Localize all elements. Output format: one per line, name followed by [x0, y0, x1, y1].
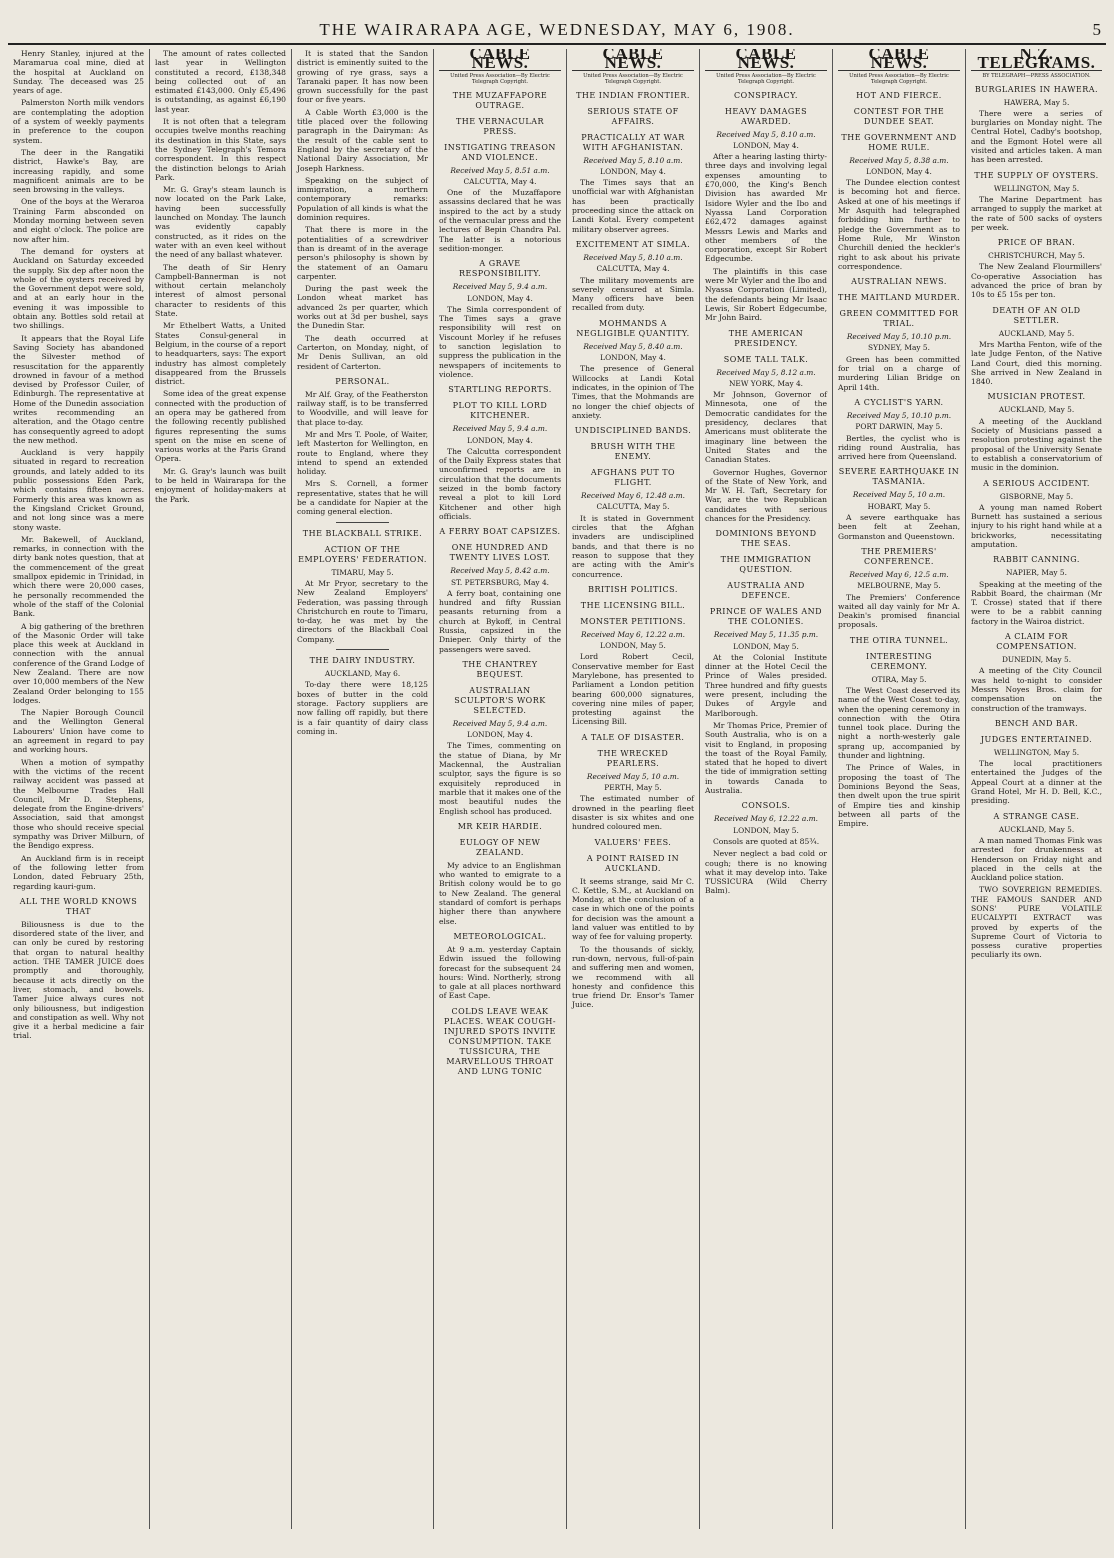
- received-line: Received May 5, 10 a.m.: [852, 490, 946, 500]
- section-heading: A STRANGE CASE.: [993, 811, 1080, 821]
- received-line: Received May 5, 8.10 a.m.: [716, 129, 816, 139]
- paragraph: Mr Ethelbert Watts, a United States Consul-general in Belgium, in the course of a report to headquarters, says: The export industry has almost completely disappeared from the Brussels district.: [155, 321, 286, 387]
- paragraph: My advice to an Englishman who wanted to emigrate to a British colony would be to go to New Zealand. The general standard of comfort is perhaps higher there than anywhere else.: [439, 860, 561, 926]
- section-subheading: THE GOVERNMENT AND HOME RULE.: [841, 132, 957, 152]
- received-line: Received May 5, 10.10 p.m.: [846, 332, 952, 342]
- masthead-title: THE WAIRARAPA AGE, WEDNESDAY, MAY 6, 1908.: [319, 20, 795, 39]
- paragraph: That there is more in the potentialities of a screwdriver than is dreamt of in the average person's philosophy is shown by the statement of an Oamaru carpenter.: [297, 225, 428, 281]
- section-heading: A CYCLIST'S YARN.: [854, 397, 944, 407]
- dateline: HAWERA, May 5.: [1003, 97, 1070, 107]
- dateline: LONDON, May 5.: [733, 825, 799, 835]
- newspaper-page: [8, 12, 1106, 1532]
- paragraph: Some idea of the great expense connected with the production of an opera may be gathered from the following recently published figures representing the sums spent on the mise en scene of various works at the Paris Grand Opera.: [155, 389, 286, 464]
- paragraph: A Cable Worth £3,000 is the title placed over the following paragraph in the Dairyman: As the result of the cable sent to England by the secretary of the National Dairy Association, Mr Joseph Harkness.: [297, 107, 428, 173]
- paragraph: A severe earthquake has been felt at Zeehan, Gormanston and Queenstown.: [838, 513, 960, 541]
- dateline: TIMARU, May 5.: [331, 567, 394, 577]
- dateline: CALCUTTA, May 4.: [463, 176, 537, 186]
- paragraph: The death occurred at Carterton, on Monday, night, of Mr Denis Sullivan, an old resident of Carterton.: [297, 333, 428, 371]
- paragraph: The Times, commenting on the statue of Diana, by Mr Mackennal, the Australian sculptor, says the figure is so exquisitely reproduced in marble that it makes one of the most beautiful nudes the English school has produced.: [439, 741, 561, 816]
- paragraph: To-day there were 18,125 boxes of butter in the cold storage. Factory suppliers are now falling off rapidly, but there is a fair quantity of dairy class coming in.: [297, 680, 428, 736]
- copyright-line: United Press Association—By Electric Telegraph Copyright.: [716, 72, 816, 85]
- section-heading: BRITISH POLITICS.: [588, 584, 678, 594]
- paragraph: The Marine Department has arranged to supply the market at the rate of 500 sacks of oysters per week.: [971, 194, 1102, 232]
- advert-text: Biliousness is due to the disordered state of the liver, and can only be cured by restoring that organ to natural healthy action. THE TAMER JUICE does promptly and thoroughly, because it acts directly on the liver, stomach, and bowels. Tamer Juice always cures not only biliousness, but indigestion and constipation as well. Why not give it a herbal medicine a fair trial.: [13, 919, 144, 1041]
- advert-text: TWO SOVEREIGN REMEDIES. THE FAMOUS SANDER AND SONS' PURE VOLATILE EUCALYPTI EXTRACT was proved by experts of the Supreme Court of Victoria to possess curative properties peculiarly its own.: [971, 885, 1102, 960]
- copyright-line: United Press Association—By Electric Telegraph Copyright.: [583, 72, 683, 85]
- paragraph: Palmerston North milk vendors are contemplating the adoption of a system of weekly payments in preference to the coupon system.: [13, 98, 144, 145]
- press-association-line: BY TELEGRAPH—PRESS ASSOCIATION.: [982, 72, 1091, 79]
- paragraph: Mr. G. Gray's launch was built to be held in Wairarapa for the enjoyment of holiday-makers at the Park.: [155, 466, 286, 504]
- dateline: NEW YORK, May 4.: [728, 378, 804, 388]
- paragraph: It seems strange, said Mr C. C. Kettle, S.M., at Auckland on Monday, at the conclusion of a case in which one of the points for decision was the amount a land valuer was entitled to by way of fee for valuing property.: [572, 876, 694, 942]
- dateline: WELLINGTON, May 5.: [993, 747, 1080, 757]
- section-subheading: GREEN COMMITTED FOR TRIAL.: [839, 309, 959, 329]
- paragraph: A man named Thomas Fink was arrested for drunkenness at Henderson on Friday night and placed in the cells at the Auckland police station.: [971, 835, 1102, 883]
- paragraph: Henry Stanley, injured at the Maramarua coal mine, died at the hospital at Auckland on Sunday. The deceased was 25 years of age.: [13, 49, 144, 96]
- paragraph: The Times says that an unofficial war with Afghanistan has been practically proceeding since the attack on Landi Kotal. Every competent military observer agrees.: [572, 178, 694, 234]
- dateline: MELBOURNE, May 5.: [857, 581, 941, 591]
- paragraph: Consols are quoted at 85¾.: [713, 836, 820, 846]
- nz-telegrams-header: N.Z. TELEGRAMS.: [971, 49, 1102, 71]
- paragraph: One of the boys at the Weraroa Training Farm absconded on Monday morning between seven and eight o'clock. The police are now after him.: [13, 197, 144, 244]
- column-cable-news-2: [567, 49, 700, 1529]
- section-heading: A SERIOUS ACCIDENT.: [983, 478, 1090, 488]
- dateline: AUCKLAND, May 5.: [998, 824, 1075, 834]
- dateline: LONDON, May 4.: [866, 166, 932, 176]
- paragraph: One of the Muzaffapore assassins declared that he was inspired to the act by a study of the vernacular press and the lectures of Bepin Chandra Pal. The latter is a notorious sedition-monger.: [439, 188, 561, 253]
- paragraph: During the past week the London wheat market has advanced 2s per quarter, which works out at 3d per bushel, says the Dunedin Star.: [297, 284, 428, 331]
- paragraph: A ferry boat, containing one hundred and fifty Russian peasants returning from a church at Bykoff, in Central Russia, capsized in the Dnieper. Only thirty of the passengers were saved.: [439, 588, 561, 654]
- copyright-line: United Press Association—By Electric Telegraph Copyright.: [849, 72, 949, 85]
- column-cable-news-1: [434, 49, 567, 1529]
- received-line: Received May 5, 9.4 a.m.: [452, 718, 548, 728]
- received-line: Received May 6, 12.22 a.m.: [581, 629, 685, 639]
- section-heading: THE BLACKBALL STRIKE.: [302, 528, 423, 538]
- paragraph: A big gathering of the brethren of the Masonic Order will take place this week at Auckland in connection with the annual conference of the Grand Lodge of New Zealand. There are now over 10,000 members of the New Zealand Order belonging to 155 lodges.: [13, 621, 144, 705]
- paragraph: The Calcutta correspondent of the Daily Express states that unconfirmed reports are in circulation that the documents seized in the bomb factory reveal a plot to kill Lord Kitchener and other high officials.: [439, 446, 561, 521]
- dateline: CALCUTTA, May 5.: [596, 502, 670, 512]
- section-heading: THE INDIAN FRONTIER.: [576, 90, 690, 100]
- dateline: LONDON, May 4.: [733, 140, 799, 150]
- section-subheading: SERIOUS STATE OF AFFAIRS.: [587, 106, 679, 126]
- paragraph: Lord Robert Cecil, Conservative member for East Marylebone, has presented to Parliament a London petition bearing 600,000 signatures, covering nine miles of paper, protesting against the Licensing Bill.: [572, 652, 694, 727]
- section-heading: METEOROLOGICAL.: [453, 931, 547, 941]
- paragraph: The Simla correspondent of The Times says a grave responsibility will rest on Viscount Morley if he refuses to sanction legislation to suppress the publication in the newspapers of incitements to violence.: [439, 304, 561, 379]
- advert-heading: ALL THE WORLD KNOWS THAT: [19, 896, 138, 916]
- received-line: Received May 5, 10 a.m.: [586, 771, 680, 781]
- paragraph: Mr. Bakewell, of Auckland, remarks, in connection with the dirty bank notes question, that at the commencement of the great smallpox epidemic in Trinidad, in which there were 20,000 cases, he personally recommended the whole of the staff of the Colonial Bank.: [13, 534, 144, 619]
- paragraph: The Dundee election contest is becoming hot and fierce. Asked at one of his meetings if Mr Asquith had telegraphed forbidding him further to pledge the Government as to Home Rule, Mr Winston Churchill denied the heckler's right to ask about his private correspondence.: [838, 178, 960, 271]
- paragraph: It is stated that the Sandon district is eminently suited to the growing of rye grass, says a Taranaki paper. It has now been grown successfully for the past four or five years.: [297, 49, 428, 105]
- section-heading: STARTLING REPORTS.: [448, 385, 552, 395]
- paragraph: Mr Alf. Gray, of the Featherston railway staff, is to be transferred to Woodville, and will leave for that place to-day.: [297, 389, 428, 427]
- section-subheading: AFGHANS PUT TO FLIGHT.: [590, 468, 676, 488]
- paragraph: It appears that the Royal Life Saving Society has abandoned the Silvester method of resuscitation for the apparently drowned in favour of a method devised by Professor Cuiler, of Edinburgh. The representative at Home of the Dunedin association writes recommending an alteration, and the Otago centre has consequently agreed to adopt the new method.: [13, 333, 144, 445]
- section-heading: THE CHANTREY BEQUEST.: [462, 659, 538, 679]
- dateline: LONDON, May 4.: [600, 353, 666, 363]
- section-subheading: ACTION OF THE EMPLOYERS' FEDERATION.: [298, 544, 427, 564]
- section-heading: MUSICIAN PROTEST.: [987, 392, 1086, 402]
- cable-news-header: CABLE NEWS.: [705, 49, 827, 71]
- section-subheading: THE LICENSING BILL.: [580, 600, 686, 610]
- paragraph: It is stated in Government circles that the Afghan invaders are undisciplined bands, and that there is no reason to suppose that they are acting with the Amir's concurrence.: [572, 513, 694, 579]
- dateline: LONDON, May 5.: [600, 641, 666, 651]
- paragraph: At 9 a.m. yesterday Captain Edwin issued the following forecast for the subsequent 24 hours: Wind. Northerly, strong to gale at all places northward of East Cape.: [439, 944, 561, 1001]
- section-heading: THE AMERICAN PRESIDENCY.: [728, 328, 804, 348]
- dateline: LONDON, May 4.: [467, 730, 533, 740]
- paragraph: A meeting of the Auckland Society of Musicians passed a resolution protesting against the proposal of the University Senate to establish a conservatorium of music in the dominion.: [971, 416, 1102, 473]
- section-heading: SEVERE EARTHQUAKE IN TASMANIA.: [838, 467, 960, 487]
- paragraph: Green has been committed for trial on a charge of murdering Lilian Bridge on April 14th.: [838, 354, 960, 392]
- section-heading: THE OTIRA TUNNEL.: [849, 635, 949, 645]
- received-line: Received May 6, 12.5 a.m.: [849, 569, 949, 579]
- section-heading: DEATH OF AN OLD SETTLER.: [992, 305, 1081, 325]
- section-subheading: AUSTRALIAN SCULPTOR'S WORK SELECTED.: [454, 685, 546, 715]
- paragraph: The presence of General Willcocks at Landi Kotal indicates, in the opinion of The Times, that the Mohmands are no longer the chief objects of anxiety.: [572, 364, 694, 420]
- section-subheading: SOME TALL TALK.: [723, 354, 809, 364]
- section-heading: A FERRY BOAT CAPSIZES.: [439, 527, 561, 537]
- column-cable-news-4: [833, 49, 966, 1529]
- received-line: Received May 5, 8.40 a.m.: [583, 341, 683, 351]
- dateline: GISBORNE, May 5.: [999, 491, 1074, 501]
- paragraph: An Auckland firm is in receipt of the following letter from London, dated February 25th, regarding kauri-gum.: [13, 853, 144, 891]
- section-heading: HOT AND FIERCE.: [856, 90, 942, 100]
- section-subheading: PRACTICALLY AT WAR WITH AFGHANISTAN.: [581, 132, 685, 152]
- section-subheading: BRUSH WITH THE ENEMY.: [590, 442, 676, 462]
- paragraph: Bertles, the cyclist who is riding round Australia, has arrived here from Queensland.: [838, 433, 960, 462]
- received-line: Received May 5, 8.42 a.m.: [450, 566, 550, 576]
- section-subheading: JUDGES ENTERTAINED.: [980, 734, 1093, 744]
- column-local-news-3: [292, 49, 434, 1529]
- paragraph: The Napier Borough Council and the Wellington General Labourers' Union have come to an agreement in regard to pay and working hours.: [13, 708, 144, 755]
- paragraph: Mr Thomas Price, Premier of South Australia, who is on a visit to England, in proposing the toast of the Royal Family, stated that he hoped to divert the tide of immigration setting in towards Canada to Australia.: [705, 720, 827, 796]
- columns: [8, 49, 1106, 1529]
- section-heading: CONSOLS.: [741, 801, 791, 811]
- cable-news-header: CABLE NEWS.: [572, 49, 694, 71]
- section-subheading: THE WRECKED PEARLERS.: [597, 748, 669, 768]
- section-subheading: THE MAITLAND MURDER.: [838, 293, 960, 303]
- dateline: LONDON, May 4.: [467, 293, 533, 303]
- section-heading: MR KEIR HARDIE.: [457, 821, 543, 831]
- masthead: [8, 12, 1106, 45]
- section-heading: THE DAIRY INDUSTRY.: [309, 656, 416, 666]
- paragraph: Mr and Mrs T. Poole, of Waiter, left Masterton for Wellington, en route to England, where they intend to spend an extended holiday.: [297, 429, 428, 477]
- paragraph: Governor Hughes, Governor of the State of New York, and Mr W. H. Taft, Secretary for War, are the two Republican candidates with serious chances for the Presidency.: [705, 467, 827, 523]
- section-heading: BURGLARIES IN HAWERA.: [974, 84, 1099, 94]
- paragraph: After a hearing lasting thirty-three days and involving legal expenses amounting to £70,000, the King's Bench Division has awarded Mr Isidore Wyler and the Ibo and Nyassa Land Corporation £62,472 damages against Messrs Lewis and Marks and other members of the corporation, except Sir Robert Edgecumbe.: [705, 152, 827, 264]
- dateline: AUCKLAND, May 5.: [998, 405, 1075, 415]
- dateline: AUCKLAND, May 6.: [324, 669, 401, 679]
- column-local-news-2: [150, 49, 292, 1529]
- paragraph: At the Colonial Institute dinner at the Hotel Cecil the Prince of Wales presided. Three hundred and fifty guests were present, including the Dukes of Argyle and Marlborough.: [705, 652, 827, 718]
- page-number: 5: [1092, 20, 1102, 39]
- paragraph: The demand for oysters at Auckland on Saturday exceeded the supply. Six dep after noon the whole of the oysters received by the Government depot were sold, and at an early hour in the evening it was impossible to obtain any. Bottles sold retail at two shillings.: [13, 246, 144, 331]
- paragraph: The Premiers' Conference waited all day vainly for Mr A. Deakin's promised financial proposals.: [838, 592, 960, 630]
- section-heading: EXCITEMENT AT SIMLA.: [575, 239, 691, 249]
- section-heading: THE PREMIERS' CONFERENCE.: [861, 546, 937, 566]
- section-heading: PERSONAL.: [335, 376, 390, 386]
- dateline: AUCKLAND, May 5.: [998, 328, 1075, 338]
- section-heading: VALUERS' FEES.: [594, 837, 672, 847]
- section-subheading: THE VERNACULAR PRESS.: [455, 116, 545, 136]
- received-line: Received May 5, 8.10 a.m.: [583, 252, 683, 262]
- dateline: DUNEDIN, May 5.: [1001, 655, 1072, 665]
- advert-text: COLDS LEAVE WEAK PLACES. WEAK COUGH-INJURED SPOTS INVITE CONSUMPTION. TAKE TUSSICURA, THE MARVELLOUS THROAT AND LUNG TONIC: [443, 1006, 557, 1076]
- section-subheading: INTERESTING CEREMONY.: [865, 651, 933, 671]
- dateline: LONDON, May 4.: [467, 435, 533, 445]
- paragraph: The New Zealand Flourmillers' Co-operative Association has advanced the price of bran by 10s to £5 15s per ton.: [971, 262, 1102, 300]
- dateline: CHRISTCHURCH, May 5.: [988, 251, 1085, 261]
- section-subheading: HEAVY DAMAGES AWARDED.: [724, 106, 808, 126]
- section-subheading: PRINCE OF WALES AND THE COLONIES.: [709, 607, 823, 627]
- cable-news-header: CABLE NEWS.: [838, 49, 960, 71]
- paragraph: Mr. G. Gray's steam launch is now located on the Park Lake, having been successfully launched on Monday. The launch was evidently capably constructed, as it rides on the water with an even keel without the need of any ballast whatever.: [155, 185, 286, 260]
- received-line: Received May 5, 8.38 a.m.: [849, 155, 949, 165]
- paragraph: A young man named Robert Burnett has sustained a serious injury to his right hand while at a brickworks, necessitating amputation.: [971, 502, 1102, 549]
- paragraph: The death of Sir Henry Campbell-Bannerman is not without certain melancholy interest of almost personal character to residents of this State.: [155, 262, 286, 319]
- section-subheading: AUSTRALIA AND DEFENCE.: [727, 581, 805, 601]
- paragraph: At Mr Pryor, secretary to the New Zealand Employers' Federation, was passing through Christchurch en route to Timaru, to-day, he was met by the directors of the Blackball Coal Company.: [297, 578, 428, 644]
- paragraph: A meeting of the City Council was held to-night to consider Messrs Noyes Bros. claim for compensation on the construction of the tramways.: [971, 666, 1102, 713]
- section-subheading: MONSTER PETITIONS.: [580, 616, 686, 626]
- dateline: OTIRA, May 5.: [871, 674, 927, 684]
- section-subheading: CONTEST FOR THE DUNDEE SEAT.: [853, 106, 945, 126]
- paragraph: The military movements are severely censured at Simla. Many officers have been recalled from duty.: [572, 275, 694, 313]
- paragraph: Mrs Martha Fenton, wife of the late Judge Fenton, of the Native Land Court, died this morning. She arrived in New Zealand in 1840.: [971, 339, 1102, 387]
- section-subheading: PLOT TO KILL LORD KITCHENER.: [452, 401, 548, 421]
- section-subheading: ONE HUNDRED AND TWENTY LIVES LOST.: [449, 543, 551, 563]
- section-heading: A GRAVE RESPONSIBILITY.: [458, 259, 542, 279]
- paragraph: Speaking at the meeting of the Rabbit Board, the chairman (Mr T. Crosse) stated that if there were to be a rabbit canning factory in the Wairoa district.: [971, 579, 1102, 626]
- received-line: Received May 5, 10.10 p.m.: [846, 410, 952, 420]
- divider: [336, 522, 388, 523]
- dateline: PERTH, May 5.: [604, 783, 662, 793]
- dateline: NAPIER, May 5.: [1006, 568, 1067, 578]
- copyright-line: United Press Association—By Electric Telegraph Copyright.: [450, 72, 550, 85]
- section-subheading: A POINT RAISED IN AUCKLAND.: [586, 853, 680, 873]
- paragraph: Auckland is very happily situated in regard to recreation grounds, and lately added to its public possessions Eden Park, which contains fifteen acres. Formerly this area was known as the Kingsland Cricket Ground, and not long since was a mere stony waste.: [13, 448, 144, 532]
- received-line: Received May 5, 11.35 p.m.: [713, 630, 819, 640]
- received-line: Received May 5, 9.4 a.m.: [452, 424, 548, 434]
- advert-text: Never neglect a bad cold or cough; there is no knowing what it may develop into. Take TUSSICURA (Wild Cherry Balm).: [705, 849, 827, 896]
- paragraph: The estimated number of drowned in the pearling fleet disaster is six whites and one hundred coloured men.: [572, 794, 694, 832]
- paragraph: The West Coast deserved its name of the West Coast to-day, when the opening ceremony in connection with the Otira tunnel took place. During the night a north-westerly gale sprang up, accompanied by thunder and lightning.: [838, 685, 960, 761]
- section-heading: UNDISCIPLINED BANDS.: [574, 426, 692, 436]
- dateline: WELLINGTON, May 5.: [993, 183, 1080, 193]
- paragraph: When a motion of sympathy with the victims of the recent railway accident was passed at the Melbourne Trades Hall Council, Mr D. Stephens, delegate from the Engine-drivers' Association, said that amongst those who should receive special sympathy was Driver Milburn, of the Bendigo express.: [13, 757, 144, 851]
- received-line: Received May 5, 8.10 a.m.: [583, 155, 683, 165]
- received-line: Received May 6, 12.22 a.m.: [714, 814, 818, 824]
- received-line: Received May 5, 9.4 a.m.: [452, 282, 548, 292]
- section-heading: BENCH AND BAR.: [994, 718, 1079, 728]
- paragraph: It is not often that a telegram occupies twelve months reaching its destination in this State, says the Sydney Telegraph's Temora correspondent. In this respect the distinction belongs to Ariah Park.: [155, 117, 286, 182]
- paragraph: The amount of rates collected last year in Wellington constituted a record, £138,348 being collected out of an estimated £143,000. Only £5,496 is outstanding, as against £6,190 last year.: [155, 49, 286, 114]
- paragraph: The plaintiffs in this case were Mr Wyler and the Ibo and Nyassa Corporation (Limited), the defendants being Mr Isaac Lewis, Sir Robert Edgecumbe, Mr John Baird.: [705, 266, 827, 323]
- section-heading: THE SUPPLY OF OYSTERS.: [974, 170, 1099, 180]
- paragraph: Speaking on the subject of immigration, a northern contemporary remarks: Population of all kinds is what the dominion requires.: [297, 175, 428, 223]
- received-line: Received May 6, 12.48 a.m.: [581, 491, 685, 501]
- section-heading: RABBIT CANNING.: [993, 555, 1080, 565]
- dateline: LONDON, May 5.: [733, 641, 799, 651]
- paragraph: Mr Johnson, Governor of Minnesota, one of the Democratic candidates for the presidency, declares that Americans must obliterate the imaginary line between the United States and the Canadian States.: [705, 390, 827, 465]
- column-local-news-1: [8, 49, 150, 1529]
- paragraph: The deer in the Rangatiki district, Hawke's Bay, are increasing rapidly, and some magnificent animals are to be seen browsing in the valleys.: [13, 147, 144, 195]
- section-heading: PRICE OF BRAN.: [997, 238, 1076, 248]
- section-heading: THE MUZAFFAPORE OUTRAGE.: [452, 90, 548, 110]
- dateline: LONDON, May 4.: [600, 166, 666, 176]
- section-heading: DOMINIONS BEYOND THE SEAS.: [715, 529, 817, 549]
- column-nz-telegrams: [966, 49, 1107, 1529]
- dateline: SYDNEY, May 5.: [868, 343, 930, 353]
- dateline: ST. PETERSBURG, May 4.: [450, 577, 550, 587]
- paragraph: There were a series of burglaries on Monday night. The Central Hotel, Cadby's bootshop, and the Egmont Hotel were all visited and articles taken. A man has been arrested.: [971, 108, 1102, 165]
- paragraph: Mrs S. Cornell, a former representative, states that he will be a candidate for Napier at the coming general election.: [297, 479, 428, 517]
- dateline: HOBART, May 5.: [867, 501, 931, 511]
- received-line: Received May 5, 8.51 a.m.: [450, 165, 550, 175]
- paragraph: The local practitioners entertained the Judges of the Appeal Court at a dinner at the Grand Hotel, Mr H. D. Bell, K.C., presiding.: [971, 759, 1102, 806]
- section-heading: MOHMANDS A NEGLIGIBLE QUANTITY.: [576, 318, 690, 338]
- cable-news-header: CABLE NEWS.: [439, 49, 561, 71]
- dateline: CALCUTTA, May 4.: [596, 264, 670, 274]
- dateline: PORT DARWIN, May 5.: [855, 422, 943, 432]
- received-line: Received May 5, 8.12 a.m.: [716, 367, 816, 377]
- paragraph: The Prince of Wales, in proposing the toast of The Dominions Beyond the Seas, then dwelt upon the true spirit of Empire ties and kinship between all parts of the Empire.: [838, 763, 960, 829]
- section-heading: AUSTRALIAN NEWS.: [851, 277, 947, 287]
- section-subheading: EULOGY OF NEW ZEALAND.: [459, 837, 541, 857]
- section-heading: CONSPIRACY.: [734, 90, 798, 100]
- section-subheading: THE IMMIGRATION QUESTION.: [720, 555, 812, 575]
- section-heading: A TALE OF DISASTER.: [581, 732, 685, 742]
- advert-text: To the thousands of sickly, run-down, nervous, full-of-pain and suffering men and women, we recommend with all honesty and confidence this true friend Dr. Ensor's Tamer Juice.: [572, 944, 694, 1010]
- section-heading: A CLAIM FOR COMPENSATION.: [996, 632, 1077, 652]
- section-subheading: INSTIGATING TREASON AND VIOLENCE.: [444, 142, 556, 162]
- column-cable-news-3: [700, 49, 833, 1529]
- divider: [336, 649, 388, 650]
